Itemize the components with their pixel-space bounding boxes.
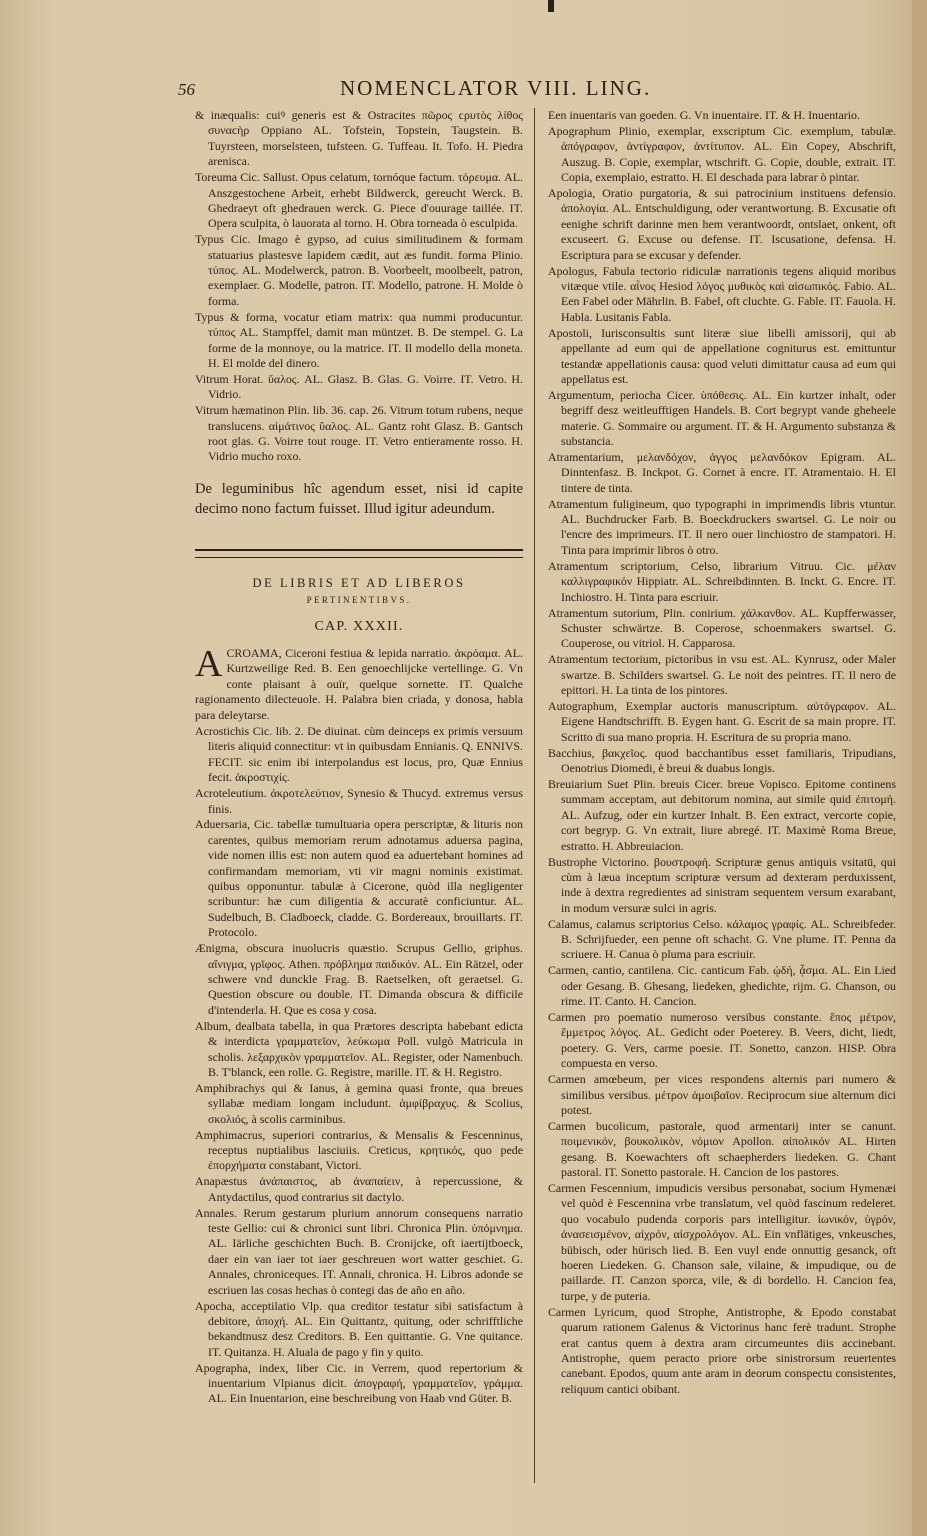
dictionary-entry: Amphibrachys qui & Ianus, à gemina quasi fronte, qua breues syllabæ mediam longam includunt. ἀμφίβραχυς. & Scolius, σκολιός, à scolis carminibus. bbox=[195, 1080, 523, 1126]
dictionary-entry: Bustrophe Victorino. βουστροφή. Scripturæ genus antiquis vsitatū, qui cùm à læua inceptum scripturæ versum ad dexteram perduxissent, inde à dextra regredientes ad sinistram sequentem versum exarabant, in modum versuræ sulci in agris. bbox=[548, 854, 896, 915]
dictionary-entry: Ænigma, obscura inuolucris quæstio. Scrupus Gellio, griphus. αἴνιγμα, γρῖφος. Athen. πρόβλημα παιδικόν. AL. Ein Rätzel, oder schwere vnd dunckle Frag. B. Raetselken, oft geraetsel. G. Question obscure ou double. IT. Dimanda obscura & difficile d'intenderla. H. Que es cosa y cosa. bbox=[195, 941, 523, 1017]
right-column bbox=[548, 108, 896, 1488]
first-entry bbox=[195, 642, 523, 723]
dictionary-entry: Autographum, Exemplar auctoris manuscriptum. αὐτόγραφον. AL. Eigene Handtschrifft. B. Eygen hant. G. Escrit de sa main propre. IT. Scritto di sua mano propria. H. Escritura de su propria mano. bbox=[548, 698, 896, 744]
dictionary-entry: Acroteleutium. ἀκροτελεύτιον, Synesio & Thucyd. extremus versus finis. bbox=[195, 786, 523, 816]
dictionary-entry: Carmen pro poematio numeroso versibus constante. ἔπος μέτρον, ἔμμετρος λόγος. AL. Gedicht oder Poeterey. B. Veers, dicht, liedt, poetery. G. Vers, carme poesie. IT. Sonetto, canzon. HISP. Obra compuesta en verso. bbox=[548, 1010, 896, 1071]
dictionary-entry: Amphimacrus, superiori contrarius, & Mensalis & Fescenninus, receptus nuptialibus lasciuiis. Creticus, κρητικός, quo pede ἐπορχήματα constabant, Victori. bbox=[195, 1127, 523, 1173]
dictionary-entry: Toreuma Cic. Sallust. Opus celatum, tornóque factum. τόρευμα. AL. Anszgestochene Arbeit, erhebt Bildwerck, gereucht Werck. B. Ghedraeyt oft ghedrauen werck. G. Piece d'ouurage taillée. IT. Opera sculpita, ò lauorata al torno. H. Obra torneada ò esculpida. bbox=[195, 170, 523, 231]
dictionary-entry: Carmen, cantio, cantilena. Cic. canticum Fab. ᾠδή, ᾆσμα. AL. Ein Lied oder Gesang. B. Ghesang, liedeken, ghedichte, rijm. G. Chanson, ou rime. IT. Canto. H. Cancion. bbox=[548, 963, 896, 1009]
dictionary-entry: Acrostichis Cic. lib. 2. De diuinat. cùm deinceps ex primis versuum literis aliquid connectitur: vt in quibusdam Ennianis. Q. ENNIVS. FECIT. sic enim ibi interpolandus est locus, pro, Quæ Ennius fecit. ἀκροστιχίς. bbox=[195, 723, 523, 785]
dictionary-entry: Anapæstus ἀνάπαιστος, ab ἀναπαίειν, à repercussione, & Antydactilus, quod contrarius sit dactylo. bbox=[195, 1174, 523, 1204]
right-entries bbox=[548, 124, 896, 1397]
dictionary-entry: Aduersaria, Cic. tabellæ tumultuaria opera perscriptæ, & lituris non carentes, quibus memoriam rerum adnotamus aduersa pagina, vide nomen illis est: non autem quod ea aduertebant homines ad confirmandam memoriam, vti vir magni nominis existimat. quibus opponuntur. tabulæ à Cicerone, quòd illa negligenter scribuntur: hæ cum diligentia & accuratè conficiuntur. AL. Sudelbuch, B. Cladboeck, cladde. G. Bordereaux, brouillarts. IT. Protocolo. bbox=[195, 817, 523, 940]
dictionary-entry: Apostoli, Iurisconsultis sunt literæ siue libelli amissorij, qui ab appellante ad eum qui de appellatione cogniturus est. emittuntur testandæ appellationis causa: quod veluti dimittatur causa ad eum qui appellatus est. bbox=[548, 325, 896, 386]
column-rule bbox=[534, 108, 535, 1483]
dictionary-entry: Typus & forma, vocatur etiam matrix: qua nummi producuntur. τύπος AL. Stampffel, damit man müntzet. B. De stempel. G. La forme de la monnoye, ou la matrice. IT. Il modello della moneta. H. El molde del dinero. bbox=[195, 309, 523, 370]
dictionary-entry: Typus Cic. Imago è gypso, ad cuius similitudinem & formam statuarius plastesve lapidem cædit, aut æs fundit. forma Plinio. τύπος. AL. Modelwerck, patron. B. Voorbeelt, moolbeelt, patron, exemplaer. G. Modelle, patron. IT. Modello, patrone. H. Molde ò forma. bbox=[195, 232, 523, 308]
dictionary-entry: Calamus, calamus scriptorius Celso. κάλαμος γραφίς. AL. Schreibfeder. B. Schrijfueder, een penne oft schacht. G. Vne plume. IT. Penna da scriuere. H. Canua ò pluma para escriuir. bbox=[548, 916, 896, 962]
dictionary-entry: Carmen Fescennium, impudicis versibus personabat, socium Hymenæi vel quòd è Fescennina vrbe translatum, vel quòd fascinum redeleret. quo vocabulo pudenda corporis pars intelligitur. ἰωνικόν, ὑγρόν, ἀνασεισμένον, αἰχρόν, αἰσχρολόγον. AL. Ein vnflätiges, vnkeusches, bübisch, oder hürisch lied. B. Een vuyl ende onnuttig gesanck, oft hoeren Liedeken. G. Chanson sale, vilaine, & impudique, ou de paillarde. IT. Canzon sporca, vile, & di bordello. H. Cancion fea, turpe, y de puteria. bbox=[548, 1181, 896, 1303]
dictionary-entry: Apocha, acceptilatio Vlp. qua creditor testatur sibi satisfactum à debitore, ἀποχή. AL. Ein Quittantz, quitung, oder schrifftliche bekandtnusz desz Creditors. B. Een quittantie. G. Vne quitance. IT. Quitanza. H. Aluala de pago y fin y quito. bbox=[195, 1298, 523, 1359]
dictionary-entry: Atramentum scriptorium, Celso, librarium Vitruu. Cic. μέλαν καλλιγραφικόν Hippiatr. AL. Schreibdinnten. B. Inckt. G. Encre. IT. Inchiostro. H. Tinta para escriuir. bbox=[548, 558, 896, 604]
dictionary-entry: Bacchius, βακχεῖος. quod bacchantibus esset familiaris, Tripudians, Oenotrius Diomedi, è breui & duabus longis. bbox=[548, 745, 896, 776]
dictionary-entry: Carmen bucolicum, pastorale, quod armentarij inter se canunt. ποιμενικόν, βουκολικὸν, νόμιον Apollon. αἰπολικόν AL. Hirten gesang. B. Koewachters oft schaepherders liedeken. G. Chant pastoral. IT. Sonetto pastorale. H. Cancion de los pastores. bbox=[548, 1118, 896, 1180]
dictionary-entry: Annales. Rerum gestarum plurium annorum consequens narratio teste Gellio: cui & chronici sunt libri. Chronica Plin. ὑπόμνημα. AL. Iärliche geschichten Buch. B. Cronijcke, oft iaertijtboeck, daer ein van iaer tot iaer geschreuen wort watter geschiet. G. Annales, chroniceques. IT. Annali, chronica. H. Libros adonde se escriuen las cosas hechas ò contegi das de año en año. bbox=[195, 1205, 523, 1297]
dictionary-entry: Apologus, Fabula tectorio ridiculæ narrationis tegens aliquid moribus vitæque vtile. αἶνος Hesiod λόγος μυθικὸς καὶ αἰσωπικός. Fabio. AL. Een Fabel oder Mährlin. B. Fabel, oft cluchte. G. Fable. IT. Fauola. H. Habla. Lusitanis Fabla. bbox=[548, 263, 896, 324]
running-head: NOMENCLATOR VIII. LING. bbox=[340, 76, 652, 100]
page-number: 56 bbox=[178, 80, 195, 99]
dictionary-entry: Atramentum fuligineum, quo typographi in imprimendis libris vtuntur. AL. Buchdrucker Farb. B. Boeckdruckers swartsel. G. Le noir ou l'encre des imprimeurs. IT. Il nero ouer linchiostro de stampatori. H. Tinta para imprimir libros ò otro. bbox=[548, 496, 896, 557]
dictionary-entry: Apographum Plinio, exemplar, exscriptum Cic. exemplum, tabulæ. ἀπόγραφον, ἀντίγραφον, ἀντίτυπον. AL. Ein Copey, Abschrift, Auszug. B. Copie, exemplar, wtschrift. G. Copie, double, extrait. IT. Copia, exemplaio, estratto. H. El deschada para labrar ò pintar. bbox=[548, 123, 896, 185]
dictionary-entry: Album, dealbata tabella, in qua Prætores descripta habebant edicta & interdicta γραμματεῖον, λεύκωμα Poll. vulgò Matricula in scholis. λεξαρχικὸν γραμματεῖον. AL. Register, oder Namenbuch. B. T'blanck, een rolle. G. Registre, marille. IT. & H. Registro. bbox=[195, 1018, 523, 1079]
left-column bbox=[195, 108, 523, 1488]
chapter-heading: CAP. XXXII. bbox=[314, 618, 404, 634]
binding-mark bbox=[548, 0, 554, 12]
dictionary-entry: Apologia, Oratio purgatoria, & sui patrocinium instituens defensio. ἀπολογία. AL. Entschuldigung, oder verantwortung. B. Excusatie oft eenighe schrift darinne men hem verantwoordt, ontslaet, onkent, oft excuseert. G. Excuse ou defense. IT. Iscusatione, defensa. H. Escriptura para se excusar y defender. bbox=[548, 186, 896, 262]
dictionary-entry: Atramentum sutorium, Plin. conirium. χάλκανθον. AL. Kupfferwasser, Schuster schwärtze. B. Coperose, schoenmakers swartsel. G. Couperose, ou vitriol. H. Capparosa. bbox=[548, 605, 896, 651]
section-subtitle: PERTINENTIBVS. bbox=[306, 595, 412, 606]
dictionary-entry: Apographa, index, liber Cic. in Verrem, quod repertorium & inuentarium Vlpianus dicit. ἀπογραφή, γραμματεῖον, γράμμα. AL. Ein Inuentarion, eine beschreibung von Haab vnd Güter. B. bbox=[195, 1360, 523, 1406]
dictionary-entry: & inæqualis: cuiꝰ generis est & Ostracites πῶρος ϲρυτὸς λίθος συναϲὴρ Oppiano AL. Tofstein, Topstein, Taugstein. B. Tuyrsteen, morselsteen, tufsteen. G. Tuffeau. It. Tofo. H. Piedra arenisca. bbox=[195, 108, 523, 169]
continuation-text: Een inuentaris van goeden. G. Vn inuentaire. IT. & H. Inuentario. bbox=[548, 108, 860, 122]
dictionary-entry: Carmen amœbeum, per vices respondens alternis pari numero & similibus versibus. μέτρον ἀμοιβαῖον. Reciprocum siue alternum dici potest. bbox=[548, 1072, 896, 1117]
section-divider bbox=[195, 549, 523, 558]
drop-cap: A bbox=[195, 642, 223, 685]
left-entries bbox=[195, 724, 523, 1407]
dictionary-entry: Atramentarium, μελανδόχον, ἀγγος μελανδόκον Epigram. AL. Dinntenfasz. B. Inckpot. G. Cornet à encre. IT. Atramentaio. H. El tintere de tinta. bbox=[548, 449, 896, 495]
first-entry-text: CROAMA, Ciceroni festiua & lepida narratio. ἀκρόαμα. AL. Kurtzweilige Red. B. Een genoechlijcke vertellinge. G. Vn conte plaisant à ouïr, quelque sornette. IT. Qualche ragionamento dilecteuole. H. Palabra bien criada, y donosa, habla para deleytarse. bbox=[195, 645, 523, 722]
dictionary-entry: Vitrum Horat. ὕαλος. AL. Glasz. B. Glas. G. Voirre. IT. Vetro. H. Vidrio. bbox=[195, 371, 523, 402]
dictionary-entry: Vitrum hæmatinon Plin. lib. 36. cap. 26. Vitrum totum rubens, neque translucens. αἱμάτινος ὕαλος. AL. Gantz roht Glasz. B. Gantsch root glas. G. Voirre tout rouge. IT. Vetro entieramente rosso. H. Vidrio mucho roxo. bbox=[195, 403, 523, 464]
dictionary-entry: Carmen Lyricum, quod Strophe, Antistrophe, & Epodo constabat quarum rationem Galenus & Victorinus hanc ferè tradunt. Strophe erat cantus quem à dextra aram circumeuntes diis accinebant. Antistrophe, quem peracto priore orbe sinistrorsum reuertentes canebant. Epodos, quum ante aram in deorum conspectu consistentes, reliquum cantici obibant. bbox=[548, 1304, 896, 1396]
chapter-note: De leguminibus hîc agendum esset, nisi id capite decimo nono factum fuisset. Illud igitur adeundum. bbox=[195, 480, 523, 517]
left-entries-top bbox=[195, 108, 523, 465]
dictionary-entry: Atramentum tectorium, pictoribus in vsu est. AL. Kynrusz, oder Maler swartze. B. Schilders swartsel. G. Le noit des peintres. IT. Il nero de epittori. H. La tinta de los pintores. bbox=[548, 652, 896, 698]
page-edge bbox=[912, 0, 927, 1536]
section-title: DE LIBRIS ET AD LIBEROS bbox=[252, 575, 466, 590]
dictionary-entry: Argumentum, periocha Cicer. ὑπόθεσις. AL. Ein kurtzer inhalt, oder begriff desz weitleufftigen Handels. B. Cort begrypt vande gheheele materie. G. Sommaire ou argument. IT. & H. Argumento substanza & substancia. bbox=[548, 387, 896, 449]
dictionary-entry: Breuiarium Suet Plin. breuis Cicer. breue Vopisco. Epitome continens summam acceptam, aut debitorum nomina, aut simile quid ἐπιτομή. AL. Aufzug, oder ein kurtzer Inhalt. B. Een extract, vercorte copie, cort begryp. G. Vn extrait, liure abregé. IT. Maximè Roma Breue, estratto. H. Abbreuiacion. bbox=[548, 776, 896, 853]
